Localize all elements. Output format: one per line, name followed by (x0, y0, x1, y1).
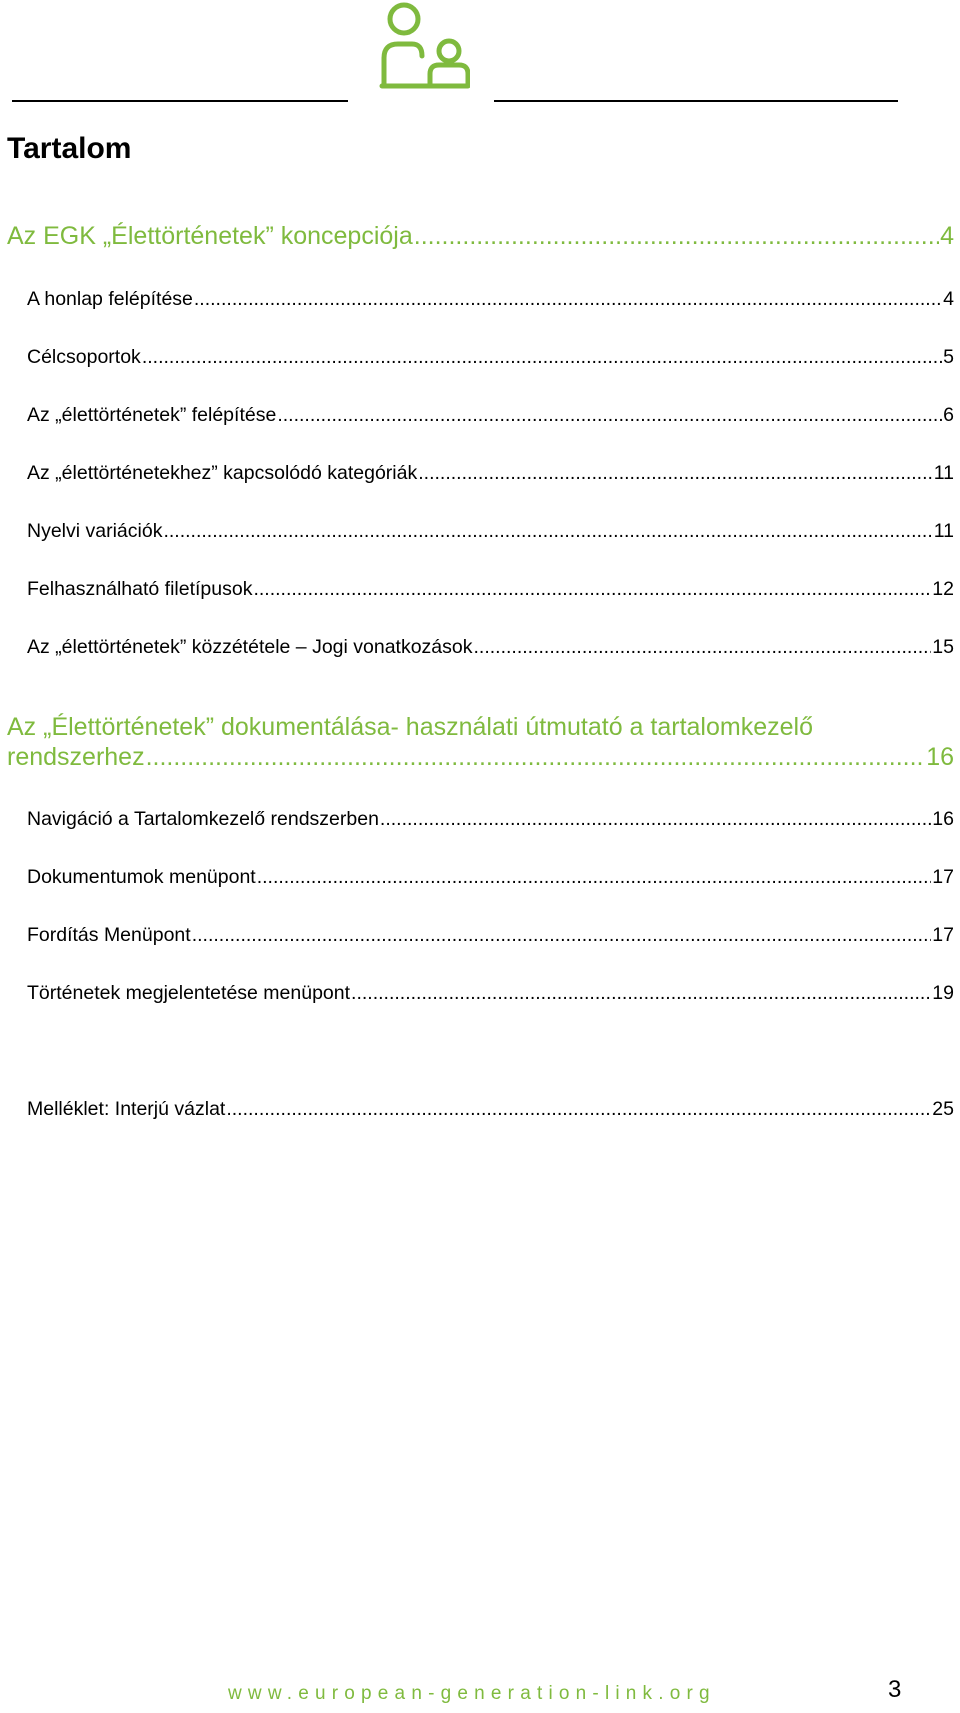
toc-entry-title: Az EGK „Élettörténetek” koncepciója (7, 222, 413, 250)
footer-url[interactable]: www.european-generation-link.org (228, 1683, 716, 1704)
toc-entry-page: 19 (932, 982, 954, 1004)
toc-leader-dots (226, 1098, 931, 1121)
toc-leader-dots (163, 520, 932, 543)
toc-entry[interactable] (27, 924, 954, 947)
toc-entry-page: 4 (943, 288, 954, 310)
toc-entry-section-2[interactable] (7, 712, 954, 772)
toc-leader-dots (414, 222, 939, 251)
page-number: 3 (888, 1676, 902, 1703)
toc-leader-dots (194, 288, 942, 311)
toc-entry[interactable] (27, 578, 954, 601)
toc-entry-title: Fordítás Menüpont (27, 924, 191, 946)
toc-entry[interactable] (27, 462, 954, 485)
toc-entry-page: 17 (932, 924, 954, 946)
toc-entry-page: 17 (932, 866, 954, 888)
toc-entry-appendix[interactable] (27, 1098, 954, 1121)
toc-entry-page: 16 (926, 743, 954, 771)
toc-leader-dots (142, 346, 942, 369)
toc-entry-title: Az „Élettörténetek” dokumentálása- használati útmutató a tartalomkezelő (7, 713, 813, 741)
toc-entry-title: Nyelvi variációk (27, 520, 163, 542)
toc-entry[interactable] (27, 636, 954, 659)
toc-entry-title: Felhasználható filetípusok (27, 578, 253, 600)
toc-entry-page: 11 (933, 520, 954, 542)
toc-entry-title: Az „élettörténetek” felépítése (27, 404, 277, 426)
toc-entry[interactable] (27, 866, 954, 889)
toc-entry-title: Az „élettörténetekhez” kapcsolódó kategóriák (27, 462, 418, 484)
toc-entry-title: Melléklet: Interjú vázlat (27, 1098, 226, 1120)
header-rule-right (494, 100, 898, 102)
toc-entry[interactable] (27, 346, 954, 369)
toc-entry-title-cont: rendszerhez (7, 743, 145, 771)
toc-leader-dots (418, 462, 933, 485)
toc-leader-dots (146, 742, 926, 772)
toc-entry-title: Navigáció a Tartalomkezelő rendszerben (27, 808, 379, 830)
header-rule-left (12, 100, 348, 102)
toc-entry-title: Célcsoportok (27, 346, 141, 368)
toc-entry-page: 6 (943, 404, 954, 426)
toc-entry-title: Történetek megjelentetése menüpont (27, 982, 351, 1004)
toc-entry-page: 5 (943, 346, 954, 368)
toc-entry-page: 11 (933, 462, 954, 484)
toc-leader-dots (277, 404, 942, 427)
toc-entry-title: A honlap felépítése (27, 288, 193, 310)
toc-entry-page: 12 (932, 578, 954, 600)
toc-entry-page: 4 (940, 222, 954, 250)
two-people-icon (378, 0, 470, 90)
toc-entry-title: Dokumentumok menüpont (27, 866, 256, 888)
toc-entry[interactable] (27, 520, 954, 543)
toc-leader-dots (192, 924, 932, 947)
toc-entry[interactable] (27, 288, 954, 311)
toc-leader-dots (474, 636, 932, 659)
toc-leader-dots (253, 578, 931, 601)
toc-entry-page: 25 (932, 1098, 954, 1120)
toc-title: Tartalom (7, 132, 132, 165)
toc-entry[interactable] (27, 404, 954, 427)
toc-leader-dots (380, 808, 931, 831)
toc-entry-section-1[interactable] (7, 222, 954, 251)
toc-entry-page: 16 (932, 808, 954, 830)
toc-entry-page: 15 (932, 636, 954, 658)
toc-leader-dots (257, 866, 932, 889)
toc-entry[interactable] (27, 808, 954, 831)
toc-entry-title: Az „élettörténetek” közzététele – Jogi vonatkozások (27, 636, 473, 658)
toc-entry[interactable] (27, 982, 954, 1005)
toc-leader-dots (351, 982, 931, 1005)
